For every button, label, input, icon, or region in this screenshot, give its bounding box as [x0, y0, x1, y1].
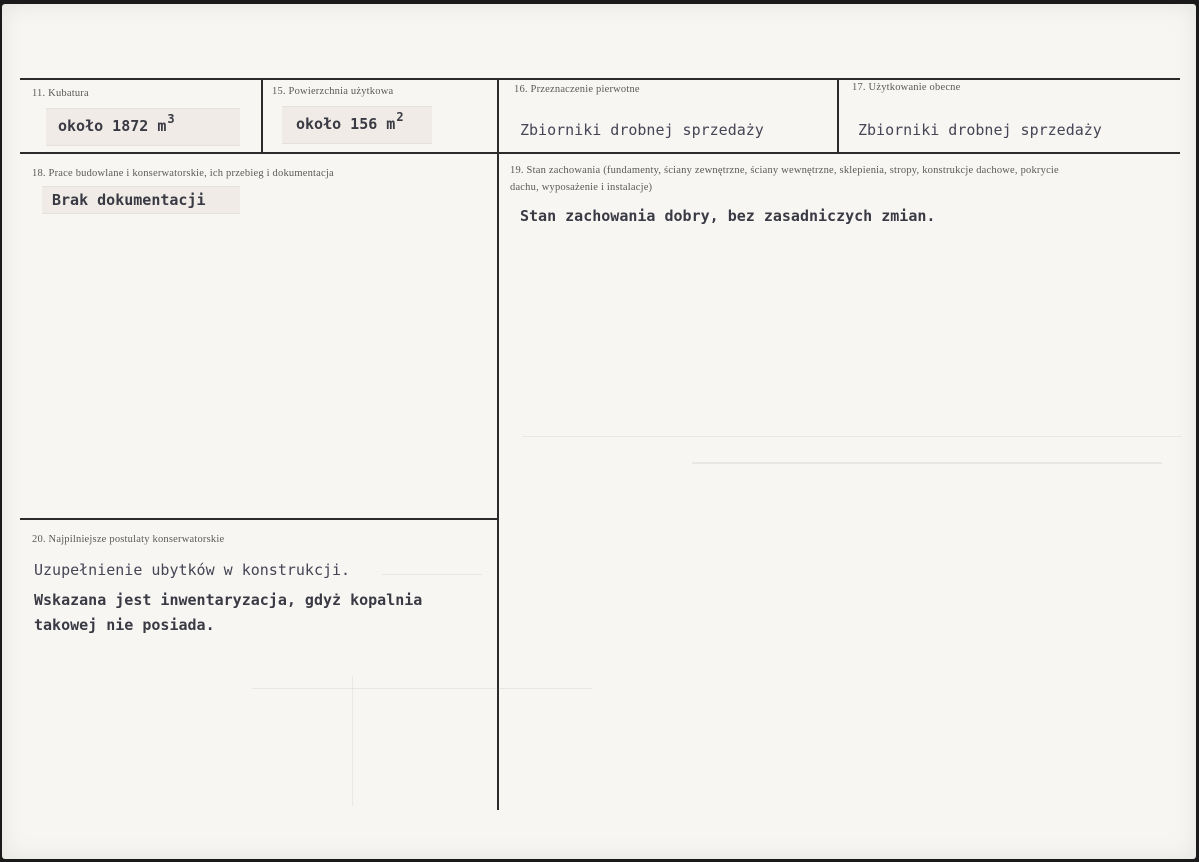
field-15-label: 15. Powierzchnia użytkowa	[272, 86, 394, 97]
field-15-text: około 156 m	[296, 115, 396, 133]
divider-16-17	[837, 78, 839, 154]
divider-15-16	[497, 78, 499, 810]
show-through-mark	[352, 676, 353, 806]
field-19-label: 19. Stan zachowania (fundamenty, ściany zewnętrzne, ściany wewnętrzne, sklepienia, stropy, konstrukcje dachowe, pokrycie dachu, wyposażenie i instalacje)	[510, 165, 1059, 193]
field-11-exponent: 3	[167, 112, 175, 126]
field-17-value: Zbiorniki drobnej sprzedaży	[858, 121, 1102, 139]
field-20-line-1: Uzupełnienie ubytków w konstrukcji.	[34, 561, 351, 579]
field-20-label: 20. Najpilniejsze postulaty konserwatorskie	[32, 534, 225, 545]
field-15-value	[296, 110, 404, 133]
left-section-rule	[20, 518, 498, 520]
divider-11-15	[261, 78, 263, 154]
field-11-value	[58, 112, 175, 135]
top-rule	[20, 78, 1180, 80]
field-11-text: około 1872 m	[58, 117, 167, 135]
field-17-label: 17. Użytkowanie obecne	[852, 82, 961, 93]
show-through-mark	[382, 574, 482, 575]
field-20-line-3: takowej nie posiada.	[34, 616, 215, 634]
field-11-label: 11. Kubatura	[32, 88, 89, 99]
field-18-label: 18. Prace budowlane i konserwatorskie, ich przebieg i dokumentacja	[32, 168, 334, 179]
field-16-label: 16. Przeznaczenie pierwotne	[514, 84, 640, 95]
show-through-mark	[522, 436, 1182, 437]
show-through-mark	[252, 688, 592, 689]
field-15-exponent: 2	[396, 110, 404, 124]
field-20-line-2: Wskazana jest inwentaryzacja, gdyż kopalnia	[34, 591, 423, 609]
field-19-value: Stan zachowania dobry, bez zasadniczych zmian.	[520, 207, 936, 225]
show-through-mark	[692, 462, 1162, 464]
mid-rule	[20, 152, 1180, 154]
record-card	[2, 4, 1196, 859]
field-16-value: Zbiorniki drobnej sprzedaży	[520, 121, 764, 139]
field-18-value: Brak dokumentacji	[52, 191, 206, 209]
